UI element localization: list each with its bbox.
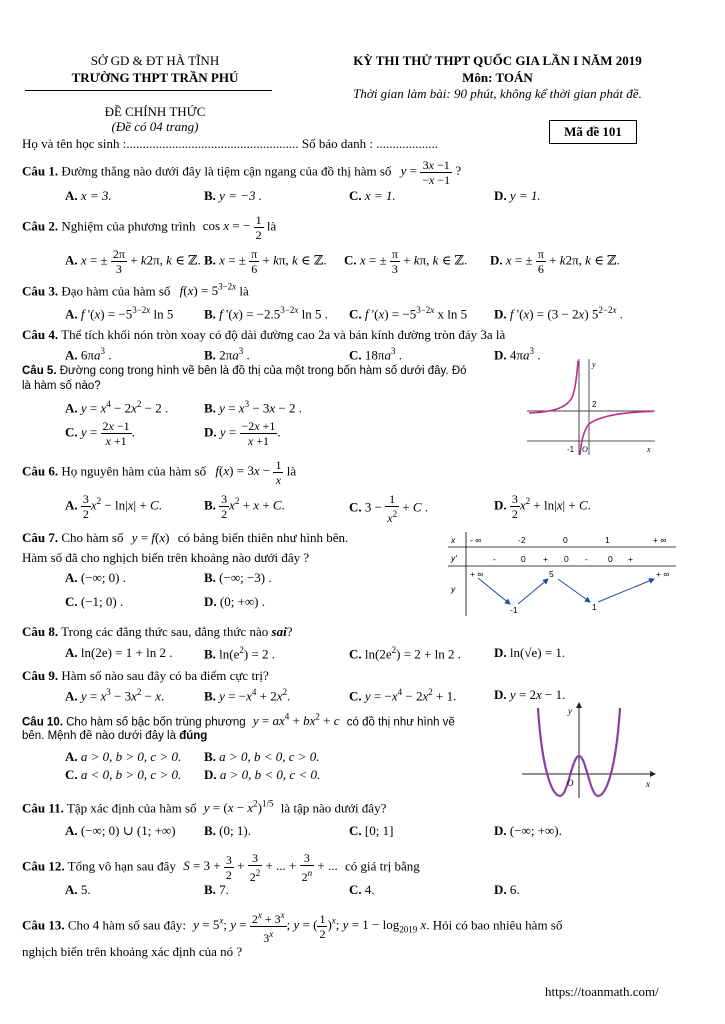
q10-option-b[interactable]: B. a > 0, b < 0, c > 0.: [204, 749, 320, 764]
q5-label-o: O: [582, 445, 588, 454]
q6-option-c[interactable]: C. 3 − $\frac{1}{x^2}$ + C .: [349, 492, 429, 525]
q4-option-a[interactable]: A. $6\pi a^3$ .: [65, 346, 112, 363]
q5-option-d[interactable]: D. y = $\frac{-2x +1}{x +1}$ .: [204, 419, 281, 448]
school-name: TRƯỜNG THPT TRẦN PHÚ: [71, 70, 239, 85]
q5-option-c[interactable]: C. y = $\frac{2x -1}{x +1}$ .: [65, 419, 135, 448]
vt-y2: + ∞: [656, 569, 670, 579]
vt-y-label: y: [451, 584, 456, 594]
q5-option-a[interactable]: A. $y = x^4 - 2x^2 - 2$ .: [65, 399, 169, 416]
q11-option-c[interactable]: C. [0; 1]: [349, 823, 394, 838]
question-11: Câu 11. Tập xác định của hàm số $y = (x - x^2)^{1/5}$ là tập nào dưới đây?: [22, 799, 387, 816]
q3-option-a[interactable]: A. f '$(x) = -5^{3-2x}$ ln 5: [65, 305, 174, 322]
q8-option-d[interactable]: D. ln(√e) = 1.: [494, 645, 566, 660]
q3-option-d[interactable]: D. f '(x) = (3 − 2x) $5^{2-2x}$ .: [494, 305, 623, 322]
vt-sign-1: 0: [521, 554, 526, 564]
header-divider: [25, 90, 272, 91]
vt-sign-5: 0: [608, 554, 613, 564]
q10-option-a[interactable]: A. a > 0, b > 0, c > 0.: [65, 749, 182, 764]
q9-option-d[interactable]: D. y = 2x − 1.: [494, 687, 566, 702]
question-8: Câu 8. Trong các đẳng thức sau, đẳng thức nào sai?: [22, 624, 293, 639]
vt-sign-4: -: [585, 554, 588, 564]
q9-option-a[interactable]: A. $y = x^3 - 3x^2 - x$.: [65, 687, 165, 704]
q1-option-c[interactable]: C. x = 1.: [349, 188, 396, 203]
q11-option-b[interactable]: B. (0; 1).: [204, 823, 251, 838]
official-label: ĐỀ CHÍNH THỨC: [104, 104, 206, 119]
vt-arrow-3: [558, 579, 590, 602]
q5-option-b[interactable]: B. $y = x^3 - 3x - 2$ .: [204, 399, 303, 416]
q12-option-d[interactable]: D. 6.: [494, 882, 520, 897]
question-7: Câu 7. Cho hàm số y = f(x) có bảng biến thiên như hình bên.: [22, 530, 349, 545]
q10-label-y: y: [568, 706, 572, 716]
question-1: Câu 1. Đường thẳng nào dưới đây là tiệm cận ngang của đồ thị hàm số y = $\frac{3x -1}{-x -1}$ ?: [22, 158, 462, 187]
q4-option-c[interactable]: C. $18\pi a^3$ .: [349, 346, 402, 363]
question-7-line2: Hàm số đã cho nghịch biến trên khoảng nào dưới đây ?: [22, 550, 310, 565]
q6-option-b[interactable]: B. $\frac{3}{2}$ $x^2 + x + C$.: [204, 492, 285, 521]
time-note: Thời gian làm bài: 90 phút, không kể thời gian phát đề.: [353, 86, 642, 101]
vt-y3: -1: [510, 605, 518, 615]
q6-option-a[interactable]: A. $\frac{3}{2}$ $x^2 - \ln|x| + C$.: [65, 492, 162, 521]
vt-arrow-2: [518, 579, 548, 604]
question-5: Câu 5. Đường cong trong hình vẽ bên là đồ thị của một trong bốn hàm số dưới đây. Đó: [22, 365, 467, 377]
q11-option-d[interactable]: D. (−∞; +∞).: [494, 823, 562, 838]
q5-curve-right: [580, 412, 653, 456]
q6-option-d[interactable]: D. $\frac{3}{2}$ $x^2 + \ln|x| + C$.: [494, 492, 591, 521]
vt-x-label: x: [451, 535, 456, 545]
exam-title: KỲ THI THỬ THPT QUỐC GIA LẦN I NĂM 2019: [353, 53, 642, 68]
question-3: Câu 3. Đạo hàm của hàm số $f(x) = 5^{3-2x}$ là: [22, 282, 249, 299]
q3-option-c[interactable]: C. f '$(x) = -5^{3-2x}$ x ln 5: [349, 305, 468, 322]
footer-url[interactable]: https://toanmath.com/: [545, 984, 659, 999]
q1-option-d[interactable]: D. y = 1.: [494, 188, 541, 203]
q9-option-b[interactable]: B. $y = -x^4 + 2x^2$.: [204, 687, 291, 704]
q8-option-b[interactable]: B. $\ln(e^2) = 2$ .: [204, 645, 276, 662]
q3-option-b[interactable]: B. f '$(x) = -2.5^{3-2x}$ ln 5 .: [204, 305, 328, 322]
q8-option-a[interactable]: A. ln(2e) = 1 + ln 2 .: [65, 645, 173, 660]
q9-option-c[interactable]: C. $y = -x^4 - 2x^2 + 1$.: [349, 687, 457, 704]
question-4: Câu 4. Thể tích khối nón tròn xoay có độ dài đường cao 2a và bán kính đường tròn đáy 3a là: [22, 327, 506, 342]
vt-arrow-4: [598, 579, 654, 602]
student-info-line: Họ và tên học sinh :..................................................... Số báo danh : ...................: [22, 136, 438, 151]
q7-option-d[interactable]: D. (0; +∞) .: [204, 594, 266, 609]
vt-yp-label: y': [451, 553, 457, 563]
q1-option-a[interactable]: A. x = 3.: [65, 188, 112, 203]
q7-option-c[interactable]: C. (−1; 0) .: [65, 594, 124, 609]
exam-code-box: Mã đề 101: [549, 120, 637, 144]
pages-note: (Đề có 04 trang): [111, 119, 199, 134]
q10-option-c[interactable]: C. a < 0, b > 0, c > 0.: [65, 767, 182, 782]
q10-graph: [522, 700, 657, 800]
question-6: Câu 6. Họ nguyên hàm của hàm số f(x) = 3x − $\frac{1}{x}$ là: [22, 458, 297, 487]
q5-label-x: x: [647, 445, 651, 454]
subject: Môn: TOÁN: [462, 70, 533, 85]
q12-option-a[interactable]: A. 5.: [65, 882, 91, 897]
question-10-line2: bên. Mệnh đề nào dưới đây là đúng: [22, 730, 208, 742]
q2-option-a[interactable]: A. x = ± $\frac{2\pi}{3}$ + k2π, k ∈ ℤ.: [65, 247, 201, 276]
q12-option-b[interactable]: B. 7.: [204, 882, 229, 897]
vt-x0: - ∞: [470, 535, 482, 545]
vt-sign-6: +: [628, 554, 633, 564]
q1-option-b[interactable]: B. y = −3 .: [204, 188, 262, 203]
question-13-line2: nghịch biến trên khoảng xác định của nó ?: [22, 944, 243, 959]
question-2: Câu 2. Nghiệm của phương trình cos x = − $\frac{1}{2}$ là: [22, 213, 277, 242]
question-9: Câu 9. Hàm số nào sau đây có ba điểm cực trị?: [22, 668, 269, 683]
vt-sign-2: +: [543, 554, 548, 564]
q7-option-a[interactable]: A. (−∞; 0) .: [65, 570, 127, 585]
vt-x2: 0: [563, 535, 568, 545]
q10-option-d[interactable]: D. a > 0, b < 0, c < 0.: [204, 767, 321, 782]
vt-arrow-1: [478, 578, 510, 604]
q5-label-minus1: -1: [567, 445, 575, 454]
question-13: Câu 13. Cho 4 hàm số sau đây: $y = 5^x$; y = $\frac{2^x + 3^x}{3^x}$ ; y = ( $\frac{1}{2}$ )$^x$; $y = 1 - \log_{2019} x$. Hỏi có bao nhiêu hàm số: [22, 910, 563, 945]
q2-option-b[interactable]: B. x = ± $\frac{\pi}{6}$ + kπ, k ∈ ℤ.: [204, 247, 327, 276]
q5-curve-left: [529, 361, 578, 413]
q4-option-b[interactable]: B. $2\pi a^3$ .: [204, 346, 250, 363]
vt-y1: 5: [549, 569, 554, 579]
q12-option-c[interactable]: C. 4.: [349, 882, 375, 897]
q8-option-c[interactable]: C. $\ln(2e^2) = 2 + \ln 2$ .: [349, 645, 461, 662]
vt-x3: 1: [605, 535, 610, 545]
q7-option-b[interactable]: B. (−∞; −3) .: [204, 570, 272, 585]
vt-x4: + ∞: [653, 535, 667, 545]
q5-label-y: y: [592, 360, 596, 369]
vt-x1: -2: [518, 535, 526, 545]
vt-sign-3: 0: [564, 554, 569, 564]
vt-y0: + ∞: [470, 569, 484, 579]
vt-sign-0: -: [493, 554, 496, 564]
q11-option-a[interactable]: A. (−∞; 0) ∪ (1; +∞): [65, 823, 176, 838]
q2-option-c[interactable]: C. x = ± $\frac{\pi}{3}$ + kπ, k ∈ ℤ.: [344, 247, 468, 276]
q7-variation-table: [448, 530, 678, 618]
q10-label-o: O: [567, 778, 574, 788]
question-5-line2: là hàm số nào?: [22, 380, 101, 392]
q10-label-x: x: [646, 779, 650, 789]
q5-graph: [525, 355, 660, 460]
q4-option-d[interactable]: D. $4\pi a^3$ .: [494, 346, 541, 363]
question-10: Câu 10. Cho hàm số bậc bốn trùng phương $y = ax^4 + bx^2 + c$ có đồ thị như hình vẽ: [22, 712, 455, 729]
q5-label-2: 2: [592, 400, 597, 409]
vt-y4: 1: [592, 602, 597, 612]
dept-name: SỞ GD & ĐT HÀ TĨNH: [90, 53, 220, 68]
q2-option-d[interactable]: D. x = ± $\frac{\pi}{6}$ + k2π, k ∈ ℤ.: [490, 247, 620, 276]
question-12: Câu 12. Tổng vô hạn sau đây S = 3 + $\frac{3}{2}$ + $\frac{3}{2^2}$ + ... + $\frac{3}{2^n}$ + ... có giá trị bằng: [22, 851, 420, 884]
